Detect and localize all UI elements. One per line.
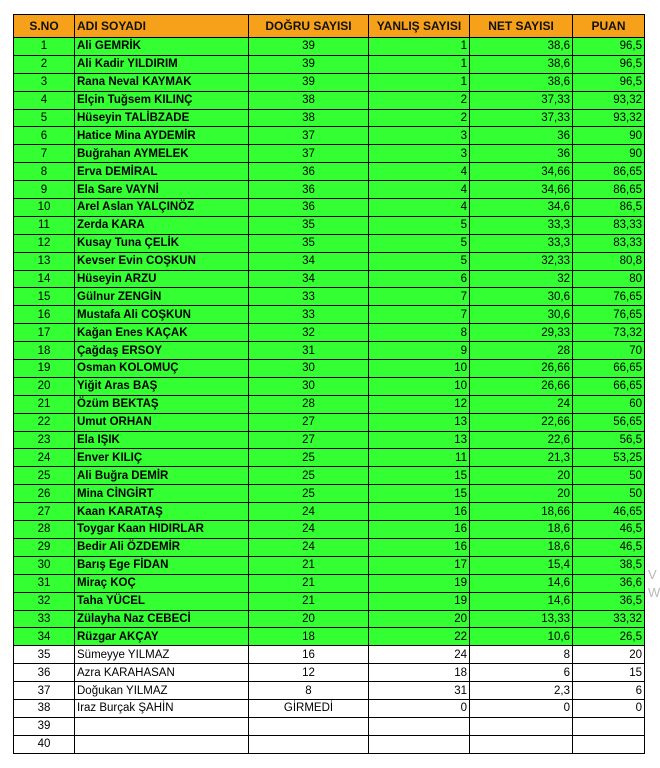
cell-score: 46,5 [573, 538, 645, 556]
table-row [14, 252, 645, 270]
cell-wrong: 3 [369, 127, 470, 145]
cell-wrong: 12 [369, 395, 470, 413]
cell-wrong: 19 [369, 574, 470, 592]
cell-wrong [369, 735, 470, 753]
cell-name: Sümeyye YILMAZ [75, 646, 249, 664]
cell-correct: 33 [249, 306, 369, 324]
cell-correct: 20 [249, 610, 369, 628]
cell-net: 34,6 [470, 199, 573, 217]
cell-sno: 12 [14, 234, 75, 252]
cell-name: Ali Kadir YILDIRIM [75, 55, 249, 73]
cell-name: Kağan Enes KAÇAK [75, 324, 249, 342]
table-row [14, 181, 645, 199]
cell-sno: 11 [14, 216, 75, 234]
cell-score: 26,5 [573, 628, 645, 646]
cell-wrong: 18 [369, 664, 470, 682]
cell-correct: 12 [249, 664, 369, 682]
cell-wrong: 16 [369, 503, 470, 521]
cell-score: 20 [573, 646, 645, 664]
cell-correct: 34 [249, 252, 369, 270]
table-row [14, 467, 645, 485]
cell-wrong: 5 [369, 216, 470, 234]
cell-sno: 39 [14, 717, 75, 735]
cell-correct: 36 [249, 163, 369, 181]
cell-net: 38,6 [470, 38, 573, 56]
cell-sno: 36 [14, 664, 75, 682]
cell-correct: 30 [249, 360, 369, 378]
table-row [14, 610, 645, 628]
cell-name: Ali Buğra DEMİR [75, 467, 249, 485]
cell-score: 80 [573, 270, 645, 288]
cell-wrong: 5 [369, 252, 470, 270]
cell-net: 28 [470, 342, 573, 360]
cell-sno: 4 [14, 91, 75, 109]
cell-wrong: 22 [369, 628, 470, 646]
cell-wrong: 7 [369, 306, 470, 324]
col-header-name: ADI SOYADI [75, 15, 249, 38]
cell-score: 76,65 [573, 288, 645, 306]
col-header-correct: DOĞRU SAYISI [249, 15, 369, 38]
cell-sno: 29 [14, 538, 75, 556]
cell-net: 29,33 [470, 324, 573, 342]
cell-name: Barış Ege FİDAN [75, 556, 249, 574]
cell-correct: 37 [249, 127, 369, 145]
cell-sno: 8 [14, 163, 75, 181]
table-row [14, 163, 645, 181]
table-row [14, 503, 645, 521]
cell-name: Iraz Burçak ŞAHİN [75, 699, 249, 717]
cell-name [75, 735, 249, 753]
cell-net: 22,6 [470, 431, 573, 449]
cell-net: 15,4 [470, 556, 573, 574]
cell-wrong: 1 [369, 38, 470, 56]
cell-net: 37,33 [470, 109, 573, 127]
cell-sno: 21 [14, 395, 75, 413]
cell-net: 8 [470, 646, 573, 664]
cell-name: Arel Aslan YALÇINÖZ [75, 199, 249, 217]
table-row [14, 73, 645, 91]
cell-sno: 40 [14, 735, 75, 753]
cell-wrong [369, 717, 470, 735]
cell-score: 56,65 [573, 413, 645, 431]
cell-net: 34,66 [470, 181, 573, 199]
cell-sno: 34 [14, 628, 75, 646]
table-row [14, 91, 645, 109]
cell-score: 46,65 [573, 503, 645, 521]
cell-correct: 25 [249, 449, 369, 467]
cell-sno: 2 [14, 55, 75, 73]
cell-wrong: 2 [369, 91, 470, 109]
cell-sno: 31 [14, 574, 75, 592]
cell-name: Mina CİNGİRT [75, 485, 249, 503]
cell-correct: 27 [249, 431, 369, 449]
cell-net: 38,6 [470, 55, 573, 73]
table-row [14, 664, 645, 682]
cell-name: Kusay Tuna ÇELİK [75, 234, 249, 252]
cell-score: 96,5 [573, 55, 645, 73]
cell-net: 0 [470, 699, 573, 717]
cell-name: Yiğit Aras BAŞ [75, 377, 249, 395]
cell-correct: 21 [249, 592, 369, 610]
cell-score: 86,65 [573, 181, 645, 199]
cell-name [75, 717, 249, 735]
cell-wrong: 4 [369, 181, 470, 199]
cell-correct: 24 [249, 538, 369, 556]
table-row [14, 628, 645, 646]
cell-name: Rüzgar AKÇAY [75, 628, 249, 646]
cell-net: 36 [470, 145, 573, 163]
cell-score: 56,5 [573, 431, 645, 449]
cell-correct: 27 [249, 413, 369, 431]
cell-correct: 25 [249, 485, 369, 503]
cell-wrong: 2 [369, 109, 470, 127]
table-row [14, 324, 645, 342]
cell-name: Özüm BEKTAŞ [75, 395, 249, 413]
cell-wrong: 6 [369, 270, 470, 288]
cell-wrong: 17 [369, 556, 470, 574]
cell-name: Ali GEMRİK [75, 38, 249, 56]
cell-sno: 16 [14, 306, 75, 324]
cell-name: Zerda KARA [75, 216, 249, 234]
cell-net: 2,3 [470, 682, 573, 700]
table-row [14, 38, 645, 56]
cell-name: Azra KARAHASAN [75, 664, 249, 682]
cell-score: 36,6 [573, 574, 645, 592]
table-row [14, 717, 645, 735]
cell-score: 50 [573, 485, 645, 503]
table-row [14, 682, 645, 700]
cell-sno: 25 [14, 467, 75, 485]
cell-name: Toygar Kaan HIDIRLAR [75, 521, 249, 539]
cell-sno: 33 [14, 610, 75, 628]
cell-correct: 31 [249, 342, 369, 360]
cell-correct: 30 [249, 377, 369, 395]
cell-sno: 7 [14, 145, 75, 163]
table-row [14, 145, 645, 163]
cell-correct: 35 [249, 234, 369, 252]
cell-name: Rana Neval KAYMAK [75, 73, 249, 91]
table-row [14, 449, 645, 467]
table-row [14, 55, 645, 73]
cell-sno: 32 [14, 592, 75, 610]
cell-net: 34,66 [470, 163, 573, 181]
cell-wrong: 13 [369, 413, 470, 431]
cell-name: Elçin Tuğsem KILINÇ [75, 91, 249, 109]
cell-sno: 3 [14, 73, 75, 91]
cell-name: Erva DEMİRAL [75, 163, 249, 181]
cell-net: 20 [470, 485, 573, 503]
cell-correct: 16 [249, 646, 369, 664]
table-row [14, 109, 645, 127]
cell-score: 6 [573, 682, 645, 700]
side-watermark-letter: W [648, 585, 660, 600]
cell-sno: 9 [14, 181, 75, 199]
cell-wrong: 31 [369, 682, 470, 700]
cell-net: 36 [470, 127, 573, 145]
cell-score [573, 717, 645, 735]
cell-correct: 38 [249, 91, 369, 109]
col-header-sno: S.NO [14, 15, 75, 38]
cell-correct: 21 [249, 556, 369, 574]
cell-correct: 33 [249, 288, 369, 306]
cell-wrong: 15 [369, 485, 470, 503]
table-row [14, 556, 645, 574]
table-row [14, 216, 645, 234]
cell-score: 70 [573, 342, 645, 360]
cell-sno: 5 [14, 109, 75, 127]
cell-sno: 6 [14, 127, 75, 145]
cell-correct: 35 [249, 216, 369, 234]
col-header-score: PUAN [573, 15, 645, 38]
cell-correct: GİRMEDİ [249, 699, 369, 717]
cell-name: Umut ORHAN [75, 413, 249, 431]
cell-score: 83,33 [573, 216, 645, 234]
cell-score: 0 [573, 699, 645, 717]
cell-correct: 37 [249, 145, 369, 163]
table-row [14, 592, 645, 610]
cell-name: Gülnur ZENGİN [75, 288, 249, 306]
table-row [14, 485, 645, 503]
cell-correct: 34 [249, 270, 369, 288]
cell-wrong: 7 [369, 288, 470, 306]
cell-net: 30,6 [470, 306, 573, 324]
cell-correct: 36 [249, 181, 369, 199]
cell-net: 33,3 [470, 216, 573, 234]
cell-correct: 39 [249, 73, 369, 91]
cell-wrong: 1 [369, 73, 470, 91]
cell-sno: 30 [14, 556, 75, 574]
cell-score: 76,65 [573, 306, 645, 324]
cell-correct: 36 [249, 199, 369, 217]
cell-net: 24 [470, 395, 573, 413]
cell-wrong: 16 [369, 538, 470, 556]
cell-correct [249, 717, 369, 735]
cell-score: 36,5 [573, 592, 645, 610]
side-watermark-letter: V [648, 567, 657, 582]
cell-net: 21,3 [470, 449, 573, 467]
cell-name: Kaan KARATAŞ [75, 503, 249, 521]
cell-wrong: 0 [369, 699, 470, 717]
cell-sno: 38 [14, 699, 75, 717]
cell-net: 22,66 [470, 413, 573, 431]
cell-score: 96,5 [573, 38, 645, 56]
cell-score: 90 [573, 127, 645, 145]
cell-score: 86,5 [573, 199, 645, 217]
table-row [14, 270, 645, 288]
cell-wrong: 13 [369, 431, 470, 449]
cell-name: Hatice Mina AYDEMİR [75, 127, 249, 145]
cell-wrong: 24 [369, 646, 470, 664]
cell-correct [249, 735, 369, 753]
table-row [14, 735, 645, 753]
cell-net: 30,6 [470, 288, 573, 306]
cell-sno: 1 [14, 38, 75, 56]
cell-name: Mustafa Ali COŞKUN [75, 306, 249, 324]
table-row [14, 646, 645, 664]
cell-net: 10,6 [470, 628, 573, 646]
cell-sno: 35 [14, 646, 75, 664]
cell-wrong: 3 [369, 145, 470, 163]
cell-score: 93,32 [573, 91, 645, 109]
cell-score: 80,8 [573, 252, 645, 270]
table-row [14, 699, 645, 717]
cell-score: 90 [573, 145, 645, 163]
cell-correct: 21 [249, 574, 369, 592]
cell-sno: 26 [14, 485, 75, 503]
cell-wrong: 8 [369, 324, 470, 342]
side-watermark [648, 566, 660, 602]
cell-wrong: 10 [369, 360, 470, 378]
cell-sno: 24 [14, 449, 75, 467]
cell-net: 32,33 [470, 252, 573, 270]
cell-net [470, 735, 573, 753]
cell-sno: 23 [14, 431, 75, 449]
cell-correct: 32 [249, 324, 369, 342]
cell-name: Doğukan YILMAZ [75, 682, 249, 700]
cell-net: 6 [470, 664, 573, 682]
cell-name: Buğrahan AYMELEK [75, 145, 249, 163]
cell-wrong: 4 [369, 163, 470, 181]
cell-net: 26,66 [470, 360, 573, 378]
table-row [14, 574, 645, 592]
cell-wrong: 4 [369, 199, 470, 217]
cell-net: 14,6 [470, 592, 573, 610]
cell-wrong: 9 [369, 342, 470, 360]
cell-score: 15 [573, 664, 645, 682]
header-row [14, 15, 645, 38]
cell-sno: 17 [14, 324, 75, 342]
cell-net: 38,6 [470, 73, 573, 91]
cell-name: Ela IŞIK [75, 431, 249, 449]
cell-net: 37,33 [470, 91, 573, 109]
cell-score: 93,32 [573, 109, 645, 127]
cell-sno: 18 [14, 342, 75, 360]
cell-correct: 25 [249, 467, 369, 485]
table-row [14, 234, 645, 252]
table-row [14, 521, 645, 539]
cell-wrong: 11 [369, 449, 470, 467]
cell-name: Hüseyin TALİBZADE [75, 109, 249, 127]
col-header-net: NET SAYISI [470, 15, 573, 38]
cell-net: 32 [470, 270, 573, 288]
table-row [14, 377, 645, 395]
cell-net: 33,3 [470, 234, 573, 252]
cell-score: 46,5 [573, 521, 645, 539]
cell-sno: 13 [14, 252, 75, 270]
cell-name: Kevser Evin COŞKUN [75, 252, 249, 270]
cell-score: 73,32 [573, 324, 645, 342]
cell-score: 50 [573, 467, 645, 485]
cell-name: Enver KILIÇ [75, 449, 249, 467]
cell-sno: 28 [14, 521, 75, 539]
cell-sno: 15 [14, 288, 75, 306]
col-header-wrong: YANLIŞ SAYISI [369, 15, 470, 38]
cell-name: Bedir Ali ÖZDEMİR [75, 538, 249, 556]
cell-name: Çağdaş ERSOY [75, 342, 249, 360]
cell-sno: 14 [14, 270, 75, 288]
cell-score: 86,65 [573, 163, 645, 181]
cell-wrong: 19 [369, 592, 470, 610]
table-row [14, 199, 645, 217]
table-row [14, 288, 645, 306]
cell-name: Taha YÜCEL [75, 592, 249, 610]
table-row [14, 395, 645, 413]
results-table [13, 14, 645, 754]
cell-net: 18,66 [470, 503, 573, 521]
cell-score: 66,65 [573, 360, 645, 378]
cell-name: Osman KOLOMUÇ [75, 360, 249, 378]
cell-wrong: 10 [369, 377, 470, 395]
cell-score: 38,5 [573, 556, 645, 574]
cell-net: 18,6 [470, 538, 573, 556]
cell-score: 83,33 [573, 234, 645, 252]
cell-sno: 10 [14, 199, 75, 217]
table-row [14, 127, 645, 145]
cell-wrong: 20 [369, 610, 470, 628]
cell-sno: 27 [14, 503, 75, 521]
cell-correct: 38 [249, 109, 369, 127]
table-row [14, 431, 645, 449]
cell-net: 13,33 [470, 610, 573, 628]
table-row [14, 306, 645, 324]
cell-correct: 18 [249, 628, 369, 646]
cell-net: 26,66 [470, 377, 573, 395]
table-row [14, 342, 645, 360]
cell-wrong: 15 [369, 467, 470, 485]
cell-score: 96,5 [573, 73, 645, 91]
table-row [14, 360, 645, 378]
cell-sno: 37 [14, 682, 75, 700]
cell-net: 14,6 [470, 574, 573, 592]
cell-correct: 24 [249, 521, 369, 539]
cell-correct: 39 [249, 55, 369, 73]
table-row [14, 538, 645, 556]
cell-name: Ela Sare VAYNİ [75, 181, 249, 199]
cell-sno: 19 [14, 360, 75, 378]
cell-score: 53,25 [573, 449, 645, 467]
cell-wrong: 1 [369, 55, 470, 73]
cell-net: 18,6 [470, 521, 573, 539]
cell-wrong: 16 [369, 521, 470, 539]
cell-score [573, 735, 645, 753]
cell-correct: 28 [249, 395, 369, 413]
cell-score: 33,32 [573, 610, 645, 628]
cell-net [470, 717, 573, 735]
table-body [14, 38, 645, 754]
cell-name: Hüseyin ARZU [75, 270, 249, 288]
cell-name: Miraç KOÇ [75, 574, 249, 592]
cell-wrong: 5 [369, 234, 470, 252]
cell-correct: 39 [249, 38, 369, 56]
cell-correct: 8 [249, 682, 369, 700]
cell-score: 66,65 [573, 377, 645, 395]
cell-net: 20 [470, 467, 573, 485]
cell-score: 60 [573, 395, 645, 413]
table-row [14, 413, 645, 431]
cell-sno: 20 [14, 377, 75, 395]
cell-name: Zülayha Naz CEBECİ [75, 610, 249, 628]
cell-correct: 24 [249, 503, 369, 521]
cell-sno: 22 [14, 413, 75, 431]
